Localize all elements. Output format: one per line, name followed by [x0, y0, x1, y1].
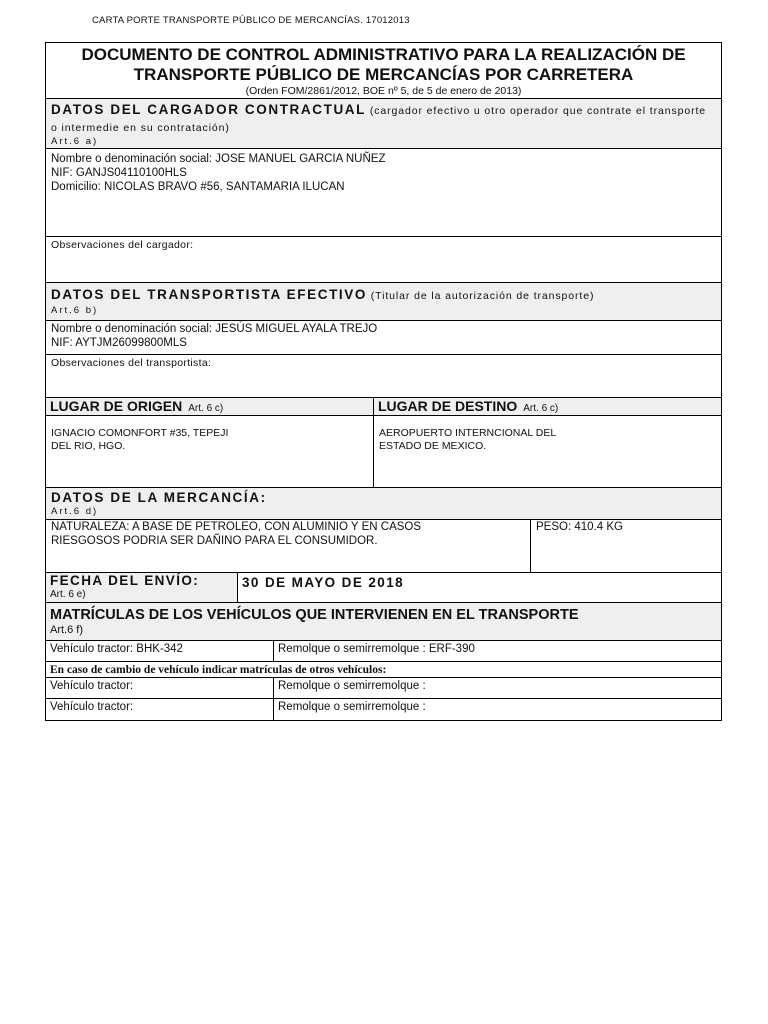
transportista-name: Nombre o denominación social: JESÚS MIGUEL AYALA TREJO — [51, 323, 378, 335]
transportista-article: Art.6 b) — [51, 305, 99, 316]
mercancia-naturaleza — [46, 520, 531, 572]
origen-destino-body — [46, 416, 721, 488]
document-title-line-1: DOCUMENTO DE CONTROL ADMINISTRATIVO PARA LA REALIZACIÓN DE — [81, 45, 686, 64]
vehicle-row-2 — [46, 678, 721, 699]
tractor-2: Vehículo tractor: — [46, 678, 274, 698]
vehicle-row-3 — [46, 699, 721, 720]
origen-address — [46, 416, 374, 487]
transportista-nif: NIF: AYTJM26099800MLS — [51, 337, 187, 349]
mercancia-article: Art.6 d) — [51, 506, 99, 517]
tractor-3: Vehículo tractor: — [46, 699, 274, 720]
cargador-title: DATOS DEL CARGADOR CONTRACTUAL — [51, 102, 366, 117]
tractor-1: Vehículo tractor: BHK-342 — [46, 641, 274, 661]
envio-date: 30 DE MAYO DE 2018 — [242, 575, 405, 590]
transportista-title: DATOS DEL TRANSPORTISTA EFECTIVO — [51, 287, 367, 302]
envio-date-cell — [238, 573, 721, 602]
origen-line-2: DEL RIO, HGO. — [51, 440, 126, 452]
peso-value: PESO: 410.4 KG — [536, 521, 623, 533]
envio-title: FECHA DEL ENVÍO: — [50, 573, 200, 588]
cambio-vehiculo-note: En caso de cambio de vehículo indicar matrículas de otros vehículos: — [50, 664, 387, 676]
transportista-details — [46, 321, 721, 355]
envio-label-cell — [46, 573, 238, 602]
cargador-observations — [46, 237, 721, 283]
origen-line-1: IGNACIO COMONFORT #35, TEPEJI — [51, 427, 229, 439]
transportista-subtitle: (Titular de la autorización de transporte) — [366, 290, 595, 302]
destino-title: LUGAR DE DESTINO — [378, 398, 518, 414]
matriculas-title: MATRÍCULAS DE LOS VEHÍCULOS QUE INTERVIENEN EN EL TRANSPORTE — [50, 607, 579, 623]
origen-destino-header — [46, 398, 721, 416]
mercancia-title: DATOS DE LA MERCANCÍA: — [51, 490, 267, 505]
cambio-vehiculo-row — [46, 662, 721, 678]
destino-header — [374, 398, 721, 415]
cargador-address: Domicilio: NICOLAS BRAVO #56, SANTAMARIA ILUCAN — [51, 181, 345, 193]
transportista-observations — [46, 355, 721, 398]
cargador-observations-label: Observaciones del cargador: — [51, 239, 194, 251]
transportista-observations-label: Observaciones del transportista: — [51, 357, 212, 369]
origen-title: LUGAR DE ORIGEN — [50, 398, 183, 414]
cargador-subtitle: (cargador efectivo u otro operador que contrate el transporte o intermedie en su contratación) — [51, 105, 707, 134]
mercancia-details — [46, 520, 721, 573]
cargador-article: Art.6 a) — [51, 136, 99, 147]
destino-article: Art. 6 c) — [523, 403, 559, 414]
destino-line-1: AEROPUERTO INTERNCIONAL DEL — [379, 427, 557, 439]
naturaleza-line-2: RIESGOSOS PODRIA SER DAÑINO PARA EL CONSUMIDOR. — [51, 535, 378, 547]
destino-line-2: ESTADO DE MEXICO. — [379, 440, 487, 452]
origen-header — [46, 398, 374, 415]
remolque-1: Remolque o semirremolque : ERF-390 — [278, 643, 475, 655]
document-title-block — [46, 43, 721, 99]
cargador-name: Nombre o denominación social: JOSE MANUEL GARCIA NUÑEZ — [51, 153, 386, 165]
cargador-details — [46, 149, 721, 237]
cargador-section-header — [46, 99, 721, 149]
vehicle-row-1 — [46, 641, 721, 662]
cargador-nif: NIF: GANJS04110100HLS — [51, 167, 187, 179]
remolque-2: Remolque o semirremolque : — [278, 680, 426, 692]
envio-article: Art. 6 e) — [50, 589, 86, 600]
remolque-3: Remolque o semirremolque : — [278, 701, 426, 713]
document-reference: (Orden FOM/2861/2012, BOE nº 5, de 5 de enero de 2013) — [245, 85, 522, 97]
naturaleza-line-1: NATURALEZA: A BASE DE PETROLEO, CON ALUMINIO Y EN CASOS — [51, 521, 422, 533]
origen-article: Art. 6 c) — [188, 403, 224, 414]
transportista-section-header — [46, 283, 721, 321]
page-header: CARTA PORTE TRANSPORTE PÚBLICO DE MERCANCÍAS. 17012013 — [92, 15, 410, 26]
envio-row — [46, 573, 721, 603]
destino-address — [374, 416, 721, 487]
carta-porte-form — [45, 42, 722, 721]
matriculas-article: Art.6 f) — [50, 624, 84, 636]
document-title-line-2: TRANSPORTE PÚBLICO DE MERCANCÍAS POR CARRETERA — [133, 65, 634, 84]
mercancia-section-header — [46, 488, 721, 520]
matriculas-section-header — [46, 603, 721, 641]
mercancia-peso — [531, 520, 721, 572]
